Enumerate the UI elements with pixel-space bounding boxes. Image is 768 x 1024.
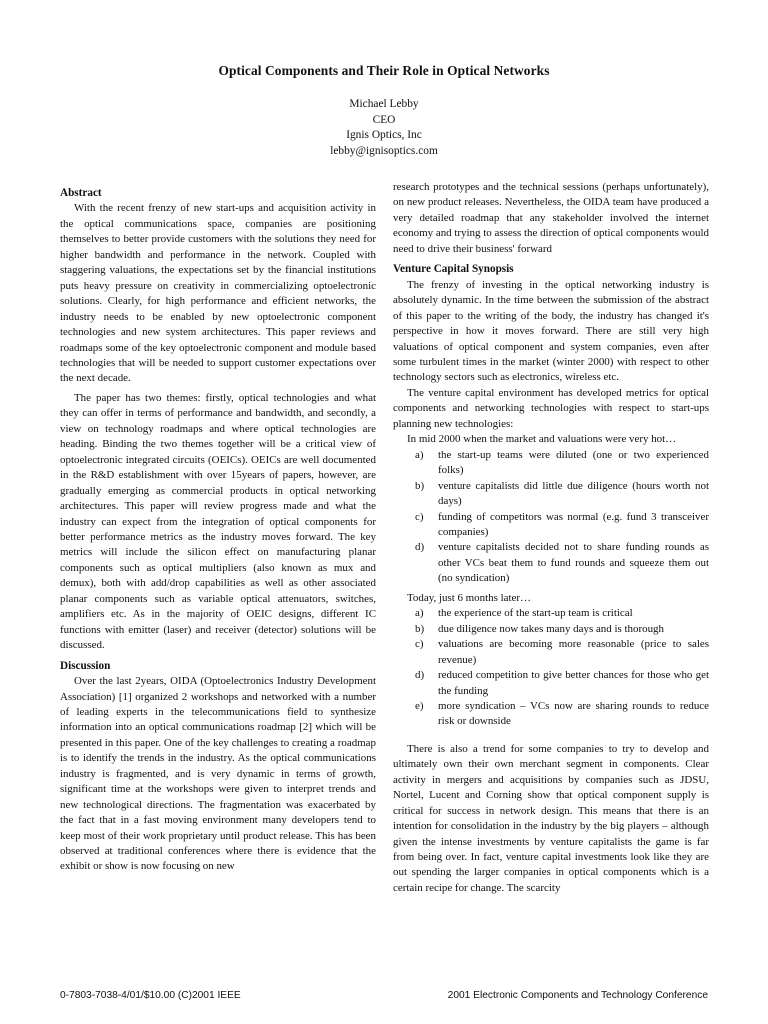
list-item bbox=[393, 510, 709, 541]
list-item-text: the experience of the start-up team is critical bbox=[438, 607, 633, 620]
list-item-text: venture capitalists did little due diligence (hours worth not days) bbox=[438, 479, 709, 508]
list-marker: e) bbox=[415, 699, 424, 712]
vc-paragraph-2: The venture capital environment has developed metrics for optical components and networking technologies with respect to start-ups planning new technologies: bbox=[393, 386, 709, 430]
author-email: lebby@ignisoptics.com bbox=[330, 144, 438, 157]
trend-paragraph: There is also a trend for some companies to try to develop and ultimately own their own merchant segment in components. Clear activity in mergers and acquisitions by companies such as JDSU, Nortel, Lucent and Corning show that optical component supply is critical for success in network design. This means that there is an intention for consolidation in the industry by the big players – although given the intense investments by venture capitalists the game is far from being over. In fact, venture capital investments look like they are out spending the larger companies in optical components which is a certain recipe for change. The scarcity bbox=[393, 742, 709, 894]
list-item-text: valuations are becoming more reasonable (price to sales revenue) bbox=[438, 638, 709, 666]
list-marker: b) bbox=[415, 479, 425, 492]
author-affiliation: Ignis Optics, Inc bbox=[346, 129, 422, 142]
abstract-heading: Abstract bbox=[60, 187, 102, 199]
discussion-heading: Discussion bbox=[60, 659, 111, 672]
left-column bbox=[60, 186, 376, 875]
author-role: CEO bbox=[372, 113, 396, 126]
list-item-text: more syndication – VCs now are sharing rounds to reduce risk or downside bbox=[438, 699, 709, 728]
vc-paragraph-3: In mid 2000 when the market and valuations were very hot… bbox=[407, 433, 677, 446]
vc-synopsis-heading: Venture Capital Synopsis bbox=[393, 263, 514, 276]
abstract-paragraph-2: The paper has two themes: firstly, optical technologies and what they can offer in terms of performance and bandwidth, and secondly, a view on technology roadmaps and where optical technologies are heading. Binding the two themes together will be a critical view of optoelectronic integrated circuits (OEICs). OEICs are well documented in the R&D establishment with over 15years of papers, however, are gradually emerging as commercial products in optical networking architectures. This paper will review progress made and what the industry can expect from the integration of optical components for better performance metrics as the industry moves forward. The key metrics will include the silicon effect on manufacturing planar components such as optical multipliers (also known as mux and demux), both with add/drop capabilities as well as other associated planar components such as variable optical attenuators, switches, amplifiers etc. As in the majority of OEIC designs, different IC functions with emitter (laser) and receiver (detector) solutions will be discussed. bbox=[60, 391, 376, 652]
list-item-text: the start-up teams were diluted (one or two experienced folks) bbox=[438, 448, 709, 477]
author-block bbox=[0, 97, 768, 159]
footer-conference: 2001 Electronic Components and Technology Conference bbox=[447, 990, 708, 1001]
list-marker: c) bbox=[415, 510, 424, 523]
list-marker: d) bbox=[415, 541, 425, 554]
list-item bbox=[393, 699, 709, 730]
today-list bbox=[393, 606, 709, 730]
list-item bbox=[393, 479, 709, 510]
list-item-text: due diligence now takes many days and is thorough bbox=[438, 622, 664, 635]
list-item bbox=[393, 637, 709, 668]
list-item bbox=[393, 540, 709, 586]
list-item-text: reduced competition to give better chances for those who get the funding bbox=[438, 669, 709, 697]
right-column bbox=[393, 180, 709, 896]
list-item bbox=[393, 448, 709, 479]
vc-paragraph-1: The frenzy of investing in the optical networking industry is absolutely dynamic. In the time between the submission of the abstract of this paper to the writing of the body, the industry has changed it's perspective in how it moves forward. There are still very high valuations of optical component and system companies, even after some turbulent times in the market (winter 2000) with respect to other technology sectors such as electronics, wireless etc. bbox=[393, 278, 709, 384]
list-item bbox=[393, 622, 709, 637]
mid-2000-list bbox=[393, 448, 709, 587]
list-marker: a) bbox=[415, 607, 424, 620]
list-marker: c) bbox=[415, 638, 424, 651]
list-item bbox=[393, 668, 709, 699]
abstract-paragraph-1: With the recent frenzy of new start-ups and acquisition activity in the optical communications space, companies are positioning themselves to better provide customers with the solutions they need for higher bandwidth and performance in the network. Coupled with staggering valuations, the expectations set by the financial institutions puts heavy pressure on creativity in commercializing optoelectronic solutions. Clearly, for high performance and efficient networks, the industry needs to be enabled by new optoelectronic component technologies and new system architectures. This paper reviews and roadmaps some of the key optoelectronic component and module based technologies that will be needed to support customer expectations over the next decade. bbox=[60, 202, 376, 385]
list-marker: a) bbox=[415, 448, 424, 461]
continued-paragraph: research prototypes and the technical sessions (perhaps unfortunately), on new product releases. Nevertheless, the OIDA team have produced a very detailed roadmap that any stakeholder involved the internet economy and trying to assess the direction of optical components would need to drive their business' forward bbox=[393, 181, 709, 255]
footer-copyright: 0-7803-7038-4/01/$10.00 (C)2001 IEEE bbox=[60, 990, 241, 1001]
list-marker: b) bbox=[415, 622, 425, 635]
author-name: Michael Lebby bbox=[349, 98, 419, 110]
discussion-paragraph-1: Over the last 2years, OIDA (Optoelectronics Industry Development Association) [1] organized 2 workshops and networked with a number of leading experts in the telecommunications field to synthesize information into an optical communications roadmap [2] which will be presented in this paper. One of the key challenges to creating a roadmap is to identify the trends in the industry. As the optical communications industry is fragmented, and is very dynamic in terms of growth, significant time at the workshops were given to interpret trends and new technological directions. The fragmentation was exacerbated by the fact that in a fast moving environment many developers tend to keep most of their work proprietary until product release. This has been observed at traditional conferences where there is evidence that the exhibit or show is now focusing on new bbox=[60, 675, 376, 873]
paper-title: Optical Components and Their Role in Optical Networks bbox=[218, 63, 550, 78]
today-line: Today, just 6 months later… bbox=[407, 591, 531, 604]
list-marker: d) bbox=[415, 669, 425, 682]
list-item-text: venture capitalists decided not to share funding rounds as other VCs beat them to fund rounds and squeeze them out (no syndication) bbox=[438, 541, 709, 585]
list-item bbox=[393, 606, 709, 621]
list-item-text: funding of competitors was normal (e.g. fund 3 transceiver companies) bbox=[438, 510, 709, 538]
